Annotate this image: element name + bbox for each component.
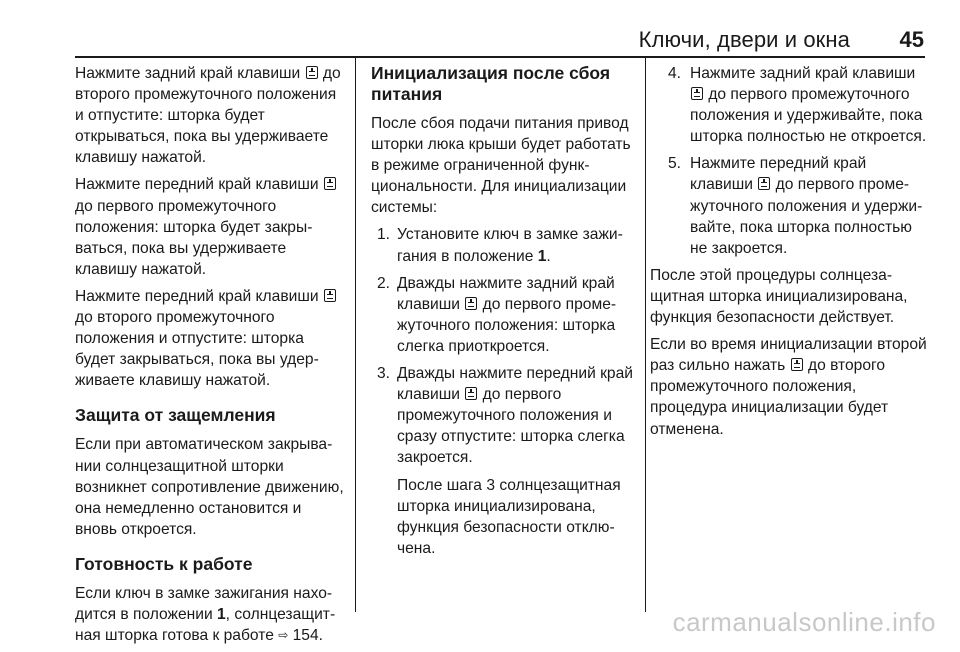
text: Дважды нажмите задний край клавиши [397,274,615,313]
text: до первого промежуточного положения: шторка слегка приоткроется. [397,295,617,355]
page-reference-link[interactable]: 154. [288,627,323,645]
paragraph [75,63,347,168]
text: Нажмите передний край клавиши [75,287,323,305]
page-header [0,0,960,56]
step-number: 5. [668,155,682,173]
text: Установите ключ в замке зажигания в положение [397,226,623,265]
text: до первого промежуточного положения: шторка будет закрываться, пока вы удерживаете клавишу нажатой. [75,197,313,278]
text: Дважды нажмите передний край клавиши [397,365,633,404]
text: до второго промежуточного положения и отпустите: шторка будет открываться, пока вы удерживаете клавишу нажатой. [75,65,341,167]
text: Нажмите передний край клавиши [75,176,323,194]
text: Нажмите передний край клавиши [690,155,867,194]
sunshade-key-icon [324,177,336,190]
step-number: 1. [377,226,391,244]
paragraph: После этой процедуры солнцезащитная шторка инициализирована, функция безопасности действует. [650,266,908,327]
column-left [75,63,347,652]
paragraph: Если при автоматическом закрывании солнцезащитной шторки возникнет сопротивление движению, она немедленно остановится и вновь откроется. [75,436,344,538]
list-item [371,363,637,559]
header-rule [75,56,925,58]
sunshade-key-icon [791,358,803,371]
text: до первого промежуточного положения и сразу отпустите: шторка слегка закроется. [397,386,625,467]
sunshade-key-icon [465,297,477,310]
step-number: 2. [377,274,391,292]
ignition-position: 1 [216,605,226,623]
page-number: 45 [899,27,924,52]
list-item [371,273,637,357]
column-divider [645,56,646,612]
column-right [650,63,928,446]
watermark: carmanualsonline.info [672,607,936,637]
sunshade-key-icon [306,66,318,79]
column-divider [355,56,356,612]
heading-initialization: Инициализация после сбоя питания [371,63,611,104]
text: Если во время инициализации второй раз сильно нажать [650,336,927,375]
steps-list [650,63,928,259]
paragraph [75,286,347,391]
list-item [650,63,928,147]
column-middle [371,63,637,565]
step-number: 3. [377,365,391,383]
paragraph: После сбоя подачи питания привод шторки люка крыши будет работать в режиме ограниченной функциональности. Для инициализации системы: [371,115,631,217]
step-note: После шага 3 солнцезащитная шторка инициализирована, функция безопасности отключена. [397,476,621,557]
steps-list [371,224,637,558]
list-item [371,224,637,266]
text: до второго промежуточного положения и отпустите: шторка будет закрываться, пока вы удерживаете клавишу нажатой. [75,309,319,390]
sunshade-key-icon [465,387,477,400]
text: до второго промежуточного положения, процедура инициализации будет отменена. [650,357,889,438]
text: . [546,247,551,265]
text: Если ключ в замке зажигания находится в положении [75,584,333,623]
heading-readiness: Готовность к работе [75,553,253,574]
text: , солнцезащитная шторка готова к работе [75,605,336,645]
paragraph [75,583,347,646]
ignition-position: 1 [537,247,547,265]
section-title: Ключи, двери и окна [638,27,850,52]
text: до первого промежуточного положения и удерживайте, пока шторка полностью не закроется. [690,176,923,257]
sunshade-key-icon [758,177,770,190]
heading-pinch-protection: Защита от защемления [75,405,276,426]
text: Нажмите задний край клавиши [690,65,916,82]
page-reference-arrow-icon: ⇨ [278,628,289,643]
paragraph [75,174,347,279]
paragraph [650,334,928,439]
list-item [650,153,928,258]
sunshade-key-icon [324,289,336,302]
text: Нажмите задний край клавиши [75,65,305,82]
step-number: 4. [668,65,682,82]
sunshade-key-icon [691,87,703,100]
text: до первого промежуточного положения и удерживайте, пока шторка полностью не откроется. [690,86,927,146]
